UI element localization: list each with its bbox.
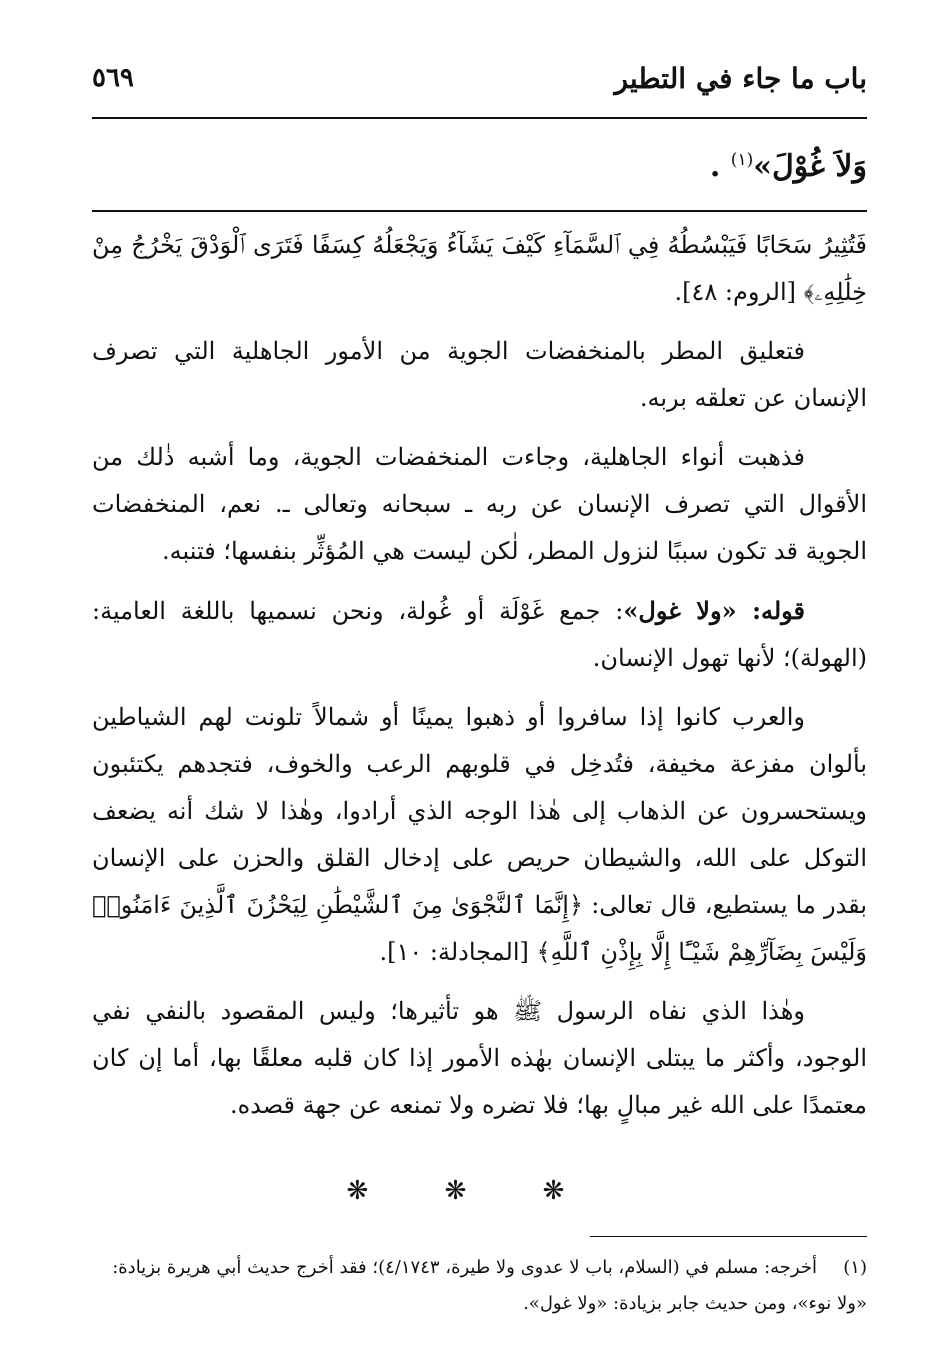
page-header — [92, 50, 867, 106]
footnote-ref[interactable]: (١) — [730, 150, 754, 170]
header-rule — [92, 117, 867, 119]
continued-end: . — [709, 149, 731, 184]
commentary-lead: قوله: «ولا غول» — [623, 596, 805, 625]
running-title: باب ما جاء في التطير — [614, 61, 867, 95]
footnote-text: أخرجه: مسلم في (السلام، باب لا عدوى ولا طيرة، ٤/١٧٤٣)؛ فقد أخرج حديث أبي هريرة بزيادة: «ولا نوء»، ومن حديث جابر بزيادة: «ولا غول». — [112, 1257, 867, 1314]
continued-text: وَلاَ غُوْلَ» — [753, 149, 867, 184]
commentary-text: : جمع غَوْلَة أو غُولة، ونحن نسميها باللغة العامية: (الهولة)؛ لأنها تهول الإنسان. — [92, 597, 867, 672]
paragraph-5 — [92, 694, 867, 976]
footnote-item — [92, 1250, 867, 1322]
quran-verse: فَتُثِيرُ سَحَابًا فَيَبْسُطُهُ فِي ٱلسَّمَآءِ كَيْفَ يَشَآءُ وَيَجْعَلُهُ كِسَفًا فَتَرَى ٱلْوَدْقَ يَخْرُجُ مِنْ خِلَٰلِهِۦ — [92, 231, 867, 306]
paragraph-quran-rum — [92, 222, 867, 316]
page-number: ٥٦٩ — [92, 63, 134, 93]
main-text — [92, 222, 867, 1141]
paragraph-2: فتعليق المطر بالمنخفضات الجوية من الأمور الجاهلية التي تصرف الإنسان عن تعلقه بربه. — [92, 337, 867, 412]
continued-hadith-line — [92, 130, 867, 197]
section-rule — [92, 210, 867, 212]
paragraph-3: فذهبت أنواء الجاهلية، وجاءت المنخفضات الجوية، وما أشبه ذٰلك من الأقوال التي تصرف الإنسان عن ربه ـ سبحانه وتعالى ـ. نعم، المنخفضات الجوية قد تكون سببًا لنزول المطر، لٰكن ليست هي المُؤثِّر بنفسها؛ فتنبه. — [92, 443, 867, 565]
section-separator: ❋ ❋ ❋ — [346, 1176, 599, 1206]
verse-reference-mujadala: [المجادلة: ١٠]. — [379, 938, 537, 966]
footnote-rule — [590, 1236, 867, 1237]
paragraph-5-text: والعرب كانوا إذا سافروا أو ذهبوا يمينًا أو شمالاً تلونت لهم الشياطين بألوان مفزعة مخيفة، فتُدخِل في قلوبهم الرعب والخوف، فتجدهم يكتئبون ويستحسرون عن الذهاب إلى هٰذا الوجه الذي أرادوا، وهٰذا لا شك أنه يضعف التوكل على الله، والشيطان حريص على إدخال القلق والحزن على الإنسان بقدر ما يستطيع، قال تعالى: — [92, 703, 867, 919]
verse-reference: ﴾ [الروم: ٤٨]. — [674, 278, 815, 306]
footnote-number: (١) — [843, 1257, 867, 1278]
quran-verse-mujadala: ﴿إِنَّمَا ٱلنَّجْوَىٰ مِنَ ٱلشَّيْطَٰنِ لِيَحْزُنَ ٱلَّذِينَ ءَامَنُوا۟ وَلَيْسَ بِضَآرِّهِمْ شَيْـًٔا إِلَّا بِإِذْنِ ٱللَّهِ﴾ — [92, 891, 867, 966]
paragraph-4 — [92, 587, 867, 682]
footnotes — [92, 1250, 867, 1322]
paragraph-6: وهٰذا الذي نفاه الرسول ﷺ هو تأثيرها؛ وليس المقصود بالنفي نفي الوجود، وأكثر ما يبتلى الإنسان بهٰذه الأمور إذا كان قلبه معلقًا بها، أما إن كان معتمدًا على الله غير مبالٍ بها؛ فلا تضره ولا تمنعه عن جهة قصده. — [92, 997, 867, 1119]
